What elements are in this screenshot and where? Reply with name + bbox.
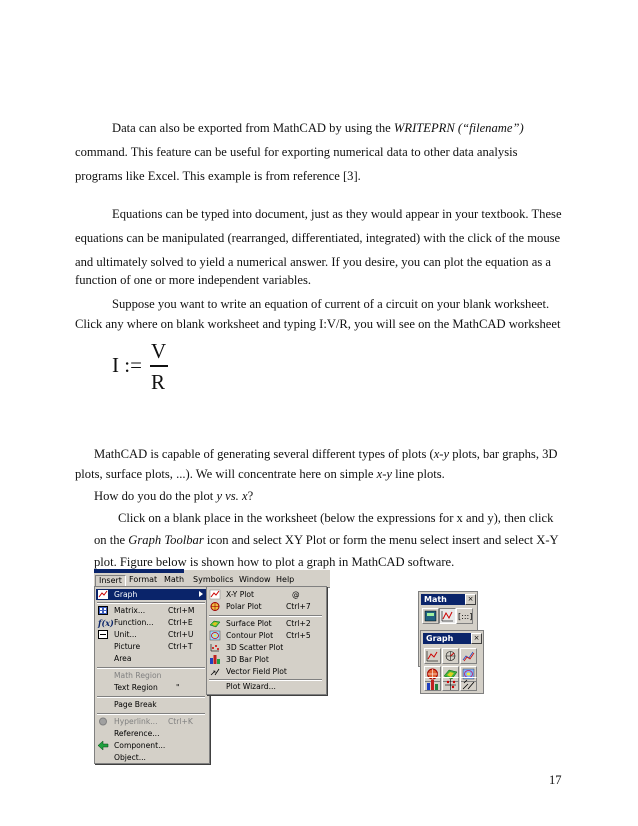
menu-item-matrix[interactable]: Matrix... Ctrl+M (96, 605, 207, 616)
paragraph-4-line-1: MathCAD is capable of generating several different types of plots (x-y plots, bar graphs, 3D (94, 447, 558, 461)
menu-item-page-break[interactable]: Page Break (114, 700, 157, 709)
menu-item-surface-plot[interactable]: Surface Plot Ctrl+2 (208, 618, 324, 629)
scatter-plot-toolbar-button[interactable] (442, 677, 459, 691)
menu-item-contour-plot[interactable]: Contour Plot Ctrl+5 (208, 630, 324, 641)
fraction-bar (150, 365, 168, 367)
question-line: How do you do the plot y vs. x? (94, 489, 254, 503)
menu-item-plot-wizard[interactable]: Plot Wizard... (226, 682, 276, 691)
math-toolbar-close-button[interactable]: × (465, 594, 476, 605)
contour-plot-icon (210, 631, 220, 640)
calculator-icon (424, 610, 437, 622)
menu-item-3d-bar-plot[interactable]: 3D Bar Plot (208, 654, 324, 665)
paragraph-2-line-3: and ultimately solved to yield a numerical answer. If you desire, you can plot the equation as a (75, 255, 551, 269)
polar-plot-icon (444, 650, 457, 662)
paragraph-4-line-2: plots, surface plots, ...). We will concentrate here on simple x-y line plots. (75, 467, 445, 481)
menu-window[interactable]: Window (239, 575, 271, 584)
paragraph-6-line-2: on the Graph Toolbar icon and select XY Plot or form the menu select insert and select X-Y (94, 533, 559, 547)
menu-math[interactable]: Math (164, 575, 185, 584)
paragraph-1-line-3: programs like Excel. This example is from reference [3]. (75, 169, 361, 183)
graph-toolbar-button[interactable] (439, 608, 456, 624)
menu-item-graph[interactable]: Graph (96, 589, 207, 600)
menu-separator (97, 696, 205, 698)
scatter-plot-icon (444, 679, 457, 690)
paragraph-2-line-4: function of one or more independent variables. (75, 273, 312, 287)
menu-item-reference[interactable]: Reference... (114, 729, 160, 738)
equation-lhs: I := (112, 353, 142, 377)
matrix-icon (458, 610, 471, 622)
vector-field-toolbar-button[interactable] (460, 677, 477, 691)
hyperlink-icon (98, 717, 108, 726)
menu-item-text-region[interactable]: Text Region " (114, 683, 180, 692)
menu-insert[interactable]: Insert (95, 575, 126, 587)
calculator-toolbar-button[interactable] (422, 608, 439, 624)
paragraph-3-line-1: Suppose you want to write an equation of current of a circuit on your blank worksheet. (112, 297, 550, 311)
graph-toolbar-title: Graph (423, 633, 471, 644)
matrix-toolbar-button[interactable] (456, 608, 473, 624)
bar-plot-icon (426, 679, 439, 690)
unit-icon (98, 630, 108, 639)
paragraph-2-line-1: Equations can be typed into document, just as they would appear in your textbook. These (112, 207, 562, 221)
paragraph-1-line-2: command. This feature can be useful for exporting numerical data to other data analysis (75, 145, 518, 159)
svg-text:[:::]: [:::] (458, 612, 473, 621)
page-number: 17 (549, 773, 562, 787)
bar-plot-icon (210, 655, 220, 664)
xy-plot-icon (210, 590, 220, 599)
xy-plot-icon (426, 650, 439, 662)
paragraph-1-line-1: Data can also be exported from MathCAD by using the WRITEPRN (“filename”) (112, 121, 524, 135)
surface-plot-icon (462, 650, 475, 662)
surface-plot-icon (210, 619, 220, 628)
matrix-icon (98, 606, 108, 615)
menu-item-area[interactable]: Area (114, 654, 132, 663)
menu-symbolics[interactable]: Symbolics (193, 575, 234, 584)
math-toolbar-title: Math (421, 594, 465, 605)
menu-item-object[interactable]: Object... (114, 753, 146, 762)
menu-separator (97, 667, 205, 669)
menu-separator (97, 713, 205, 715)
submenu-arrow-icon (199, 591, 203, 597)
paragraph-2-line-2: equations can be manipulated (rearranged, differentiated, integrated) with the click of the mouse (75, 231, 561, 245)
equation-numerator: V (151, 339, 167, 363)
menu-separator (209, 615, 322, 617)
menu-item-component[interactable]: Component... (96, 740, 207, 751)
surface-plot-toolbar-button[interactable] (460, 648, 477, 664)
bar-plot-toolbar-button[interactable] (424, 677, 441, 691)
paragraph-6-line-1: Click on a blank place in the worksheet (below the expressions for x and y), then click (118, 511, 554, 525)
component-icon (98, 741, 108, 750)
paragraph-3-line-2: Click any where on blank worksheet and typing I:V/R, you will see on the MathCAD worksheet (75, 317, 561, 331)
menu-item-function[interactable]: f(x) Function... Ctrl+E (98, 618, 193, 628)
insert-dropdown (94, 586, 210, 764)
menu-item-vector-field-plot[interactable]: Vector Field Plot (208, 666, 324, 677)
xy-plot-toolbar-button[interactable] (424, 648, 441, 664)
svg-text:f(x): f(x) (98, 618, 114, 628)
menu-item-unit[interactable]: Unit... Ctrl+U (96, 629, 207, 640)
graph-icon (441, 610, 454, 622)
menu-format[interactable]: Format (129, 575, 158, 584)
function-icon (98, 618, 114, 628)
menu-item-math-region: Math Region (114, 671, 162, 680)
polar-plot-toolbar-button[interactable] (442, 648, 459, 664)
vector-field-icon (462, 679, 475, 690)
menu-item-hyperlink: Hyperlink... Ctrl+K (96, 716, 207, 727)
window-title-strip (94, 569, 184, 573)
graph-icon (98, 590, 108, 599)
graph-toolbar-close-button[interactable]: × (471, 633, 482, 644)
graph-submenu (206, 586, 327, 695)
graph-toolbar (420, 630, 484, 694)
scatter-plot-icon (210, 643, 220, 652)
equation-denominator: R (151, 370, 166, 394)
menu-item-picture[interactable]: Picture Ctrl+T (114, 642, 193, 651)
polar-plot-icon (210, 602, 220, 611)
menu-separator (97, 602, 205, 604)
paragraph-6-line-3: plot. Figure below is shown how to plot a graph in MathCAD software. (94, 555, 455, 569)
menu-item-xy-plot[interactable]: X-Y Plot @ (208, 589, 324, 600)
vector-field-icon (210, 667, 220, 676)
menu-item-3d-scatter-plot[interactable]: 3D Scatter Plot (208, 642, 324, 653)
menu-help[interactable]: Help (276, 575, 295, 584)
menu-item-polar-plot[interactable]: Polar Plot Ctrl+7 (208, 601, 324, 612)
